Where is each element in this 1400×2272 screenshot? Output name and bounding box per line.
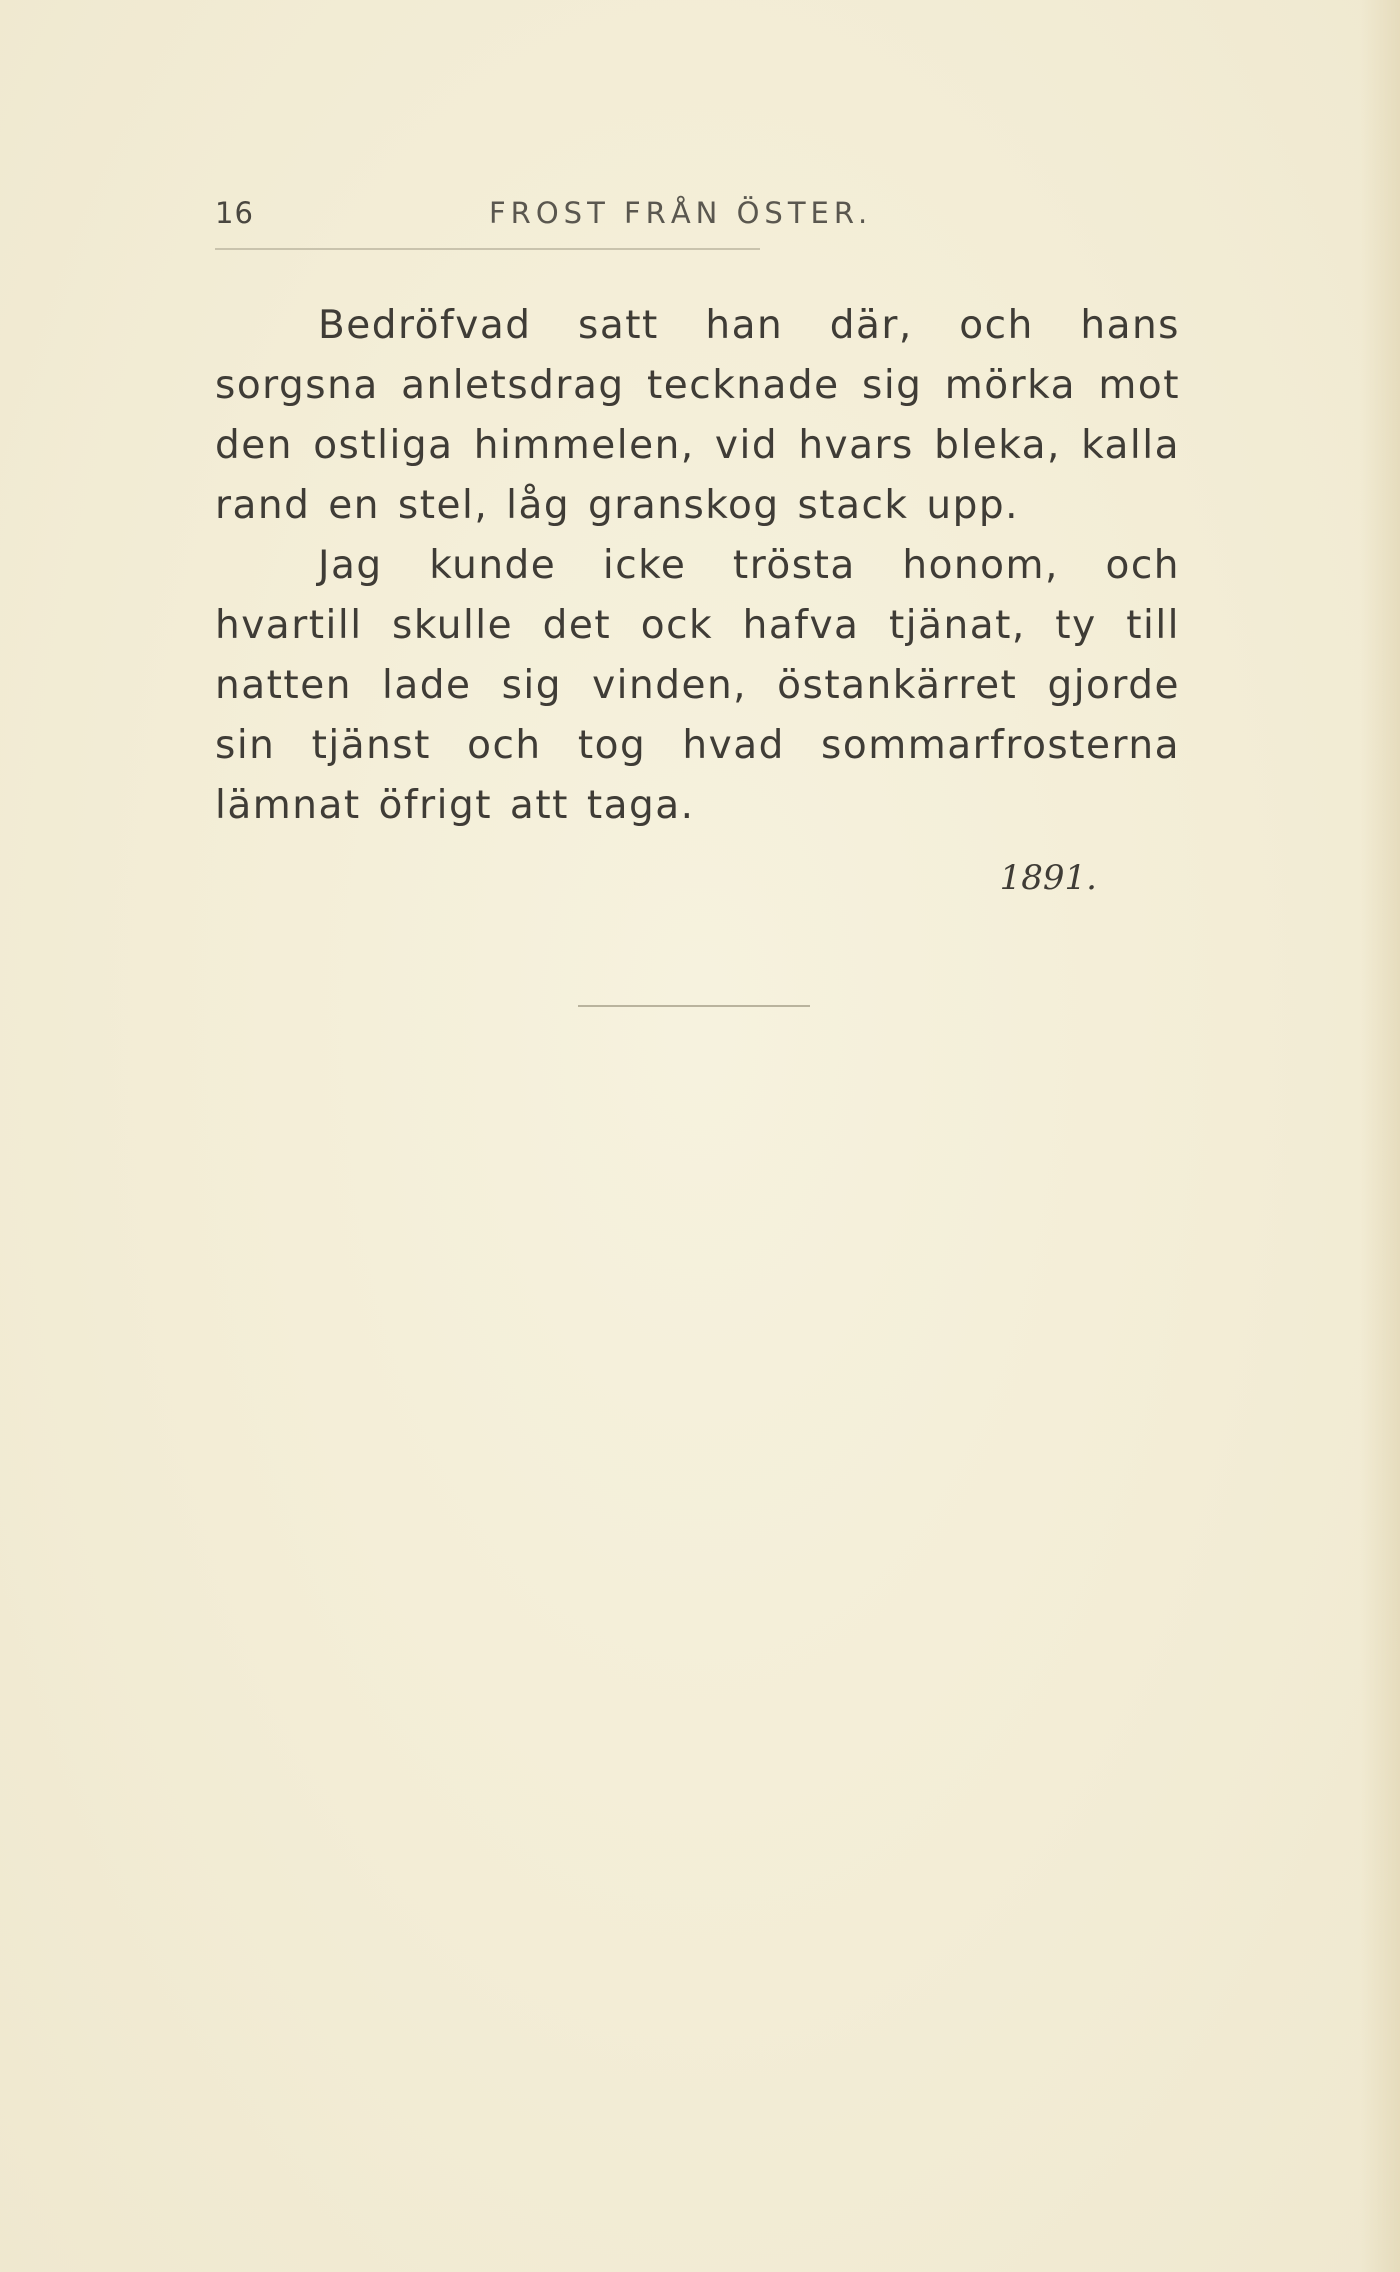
page-edge-shadow <box>1360 0 1400 2272</box>
header-rule <box>215 248 760 250</box>
body-text <box>215 296 1180 836</box>
paragraph-2: Jag kunde icke trösta honom, och hvartill skulle det ock hafva tjänat, ty till natten lade sig vinden, östankärret gjorde sin tjänst och tog hvad sommarfrosterna lämnat öfrigt att taga. <box>215 543 1180 828</box>
running-title: FROST FRÅN ÖSTER. <box>489 196 873 230</box>
date-line: 1891. <box>999 858 1097 898</box>
end-rule <box>578 1005 810 1007</box>
running-head <box>215 196 1180 236</box>
page-number: 16 <box>215 196 254 230</box>
paragraph-1: Bedröfvad satt han där, och hans sorgsna anletsdrag tecknade sig mörka mot den ostliga himmelen, vid hvars bleka, kalla rand en stel, låg granskog stack upp. <box>215 303 1180 528</box>
